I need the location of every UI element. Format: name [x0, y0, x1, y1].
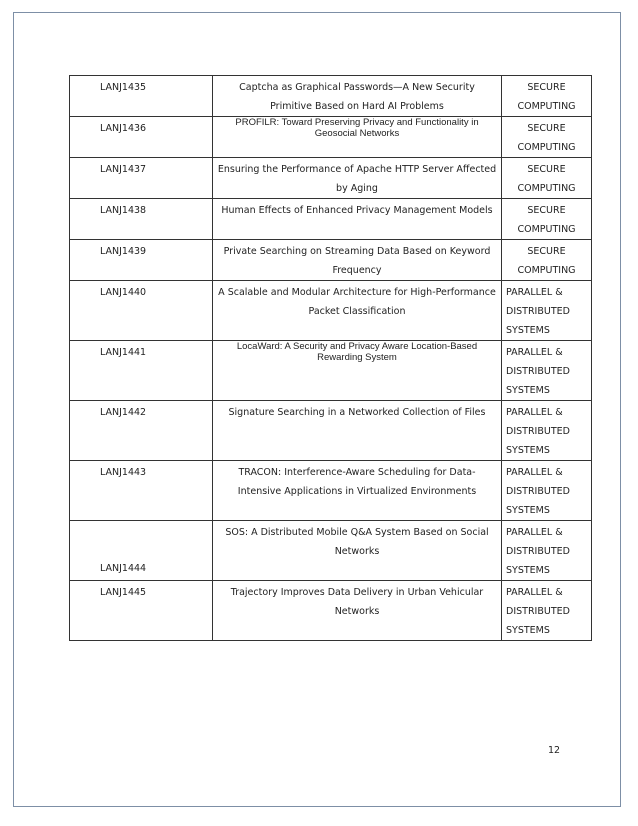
- project-title: Trajectory Improves Data Delivery in Urban Vehicular Networks: [213, 581, 502, 641]
- project-domain: SECURE COMPUTING: [502, 117, 592, 158]
- project-title: Ensuring the Performance of Apache HTTP Server Affected by Aging: [213, 158, 502, 199]
- project-code: LANJ1443: [70, 461, 213, 521]
- table-row: [70, 521, 592, 581]
- project-code: LANJ1445: [70, 581, 213, 641]
- project-domain: PARALLEL & DISTRIBUTED SYSTEMS: [502, 581, 592, 641]
- table-row: [70, 117, 592, 158]
- project-domain: SECURE COMPUTING: [502, 76, 592, 117]
- project-domain: SECURE COMPUTING: [502, 240, 592, 281]
- table-row: [70, 581, 592, 641]
- table-row: [70, 240, 592, 281]
- project-domain: PARALLEL & DISTRIBUTED SYSTEMS: [502, 521, 592, 581]
- project-code: LANJ1444: [70, 521, 213, 581]
- table-row: [70, 76, 592, 117]
- project-title: A Scalable and Modular Architecture for High-Performance Packet Classification: [213, 281, 502, 341]
- project-code: LANJ1439: [70, 240, 213, 281]
- project-title: Captcha as Graphical Passwords—A New Security Primitive Based on Hard AI Problems: [213, 76, 502, 117]
- project-domain: PARALLEL & DISTRIBUTED SYSTEMS: [502, 401, 592, 461]
- project-title: PROFILR: Toward Preserving Privacy and Functionality in Geosocial Networks: [213, 117, 502, 158]
- project-domain: SECURE COMPUTING: [502, 158, 592, 199]
- project-code: LANJ1442: [70, 401, 213, 461]
- table-row: [70, 281, 592, 341]
- project-code: LANJ1440: [70, 281, 213, 341]
- project-code: LANJ1435: [70, 76, 213, 117]
- project-domain: SECURE COMPUTING: [502, 199, 592, 240]
- project-title: TRACON: Interference-Aware Scheduling for Data-Intensive Applications in Virtualized Environments: [213, 461, 502, 521]
- project-domain: PARALLEL & DISTRIBUTED SYSTEMS: [502, 341, 592, 401]
- project-title: SOS: A Distributed Mobile Q&A System Based on Social Networks: [213, 521, 502, 581]
- project-code: LANJ1441: [70, 341, 213, 401]
- project-code: LANJ1438: [70, 199, 213, 240]
- table-row: [70, 158, 592, 199]
- table-row: [70, 401, 592, 461]
- project-code: LANJ1437: [70, 158, 213, 199]
- table-row: [70, 461, 592, 521]
- project-title: Private Searching on Streaming Data Based on Keyword Frequency: [213, 240, 502, 281]
- table-row: [70, 341, 592, 401]
- table-row: [70, 199, 592, 240]
- project-title: Human Effects of Enhanced Privacy Management Models: [213, 199, 502, 240]
- project-code: LANJ1436: [70, 117, 213, 158]
- project-title: LocaWard: A Security and Privacy Aware Location-Based Rewarding System: [213, 341, 502, 401]
- project-domain: PARALLEL & DISTRIBUTED SYSTEMS: [502, 281, 592, 341]
- page-number: 12: [548, 745, 561, 756]
- project-domain: PARALLEL & DISTRIBUTED SYSTEMS: [502, 461, 592, 521]
- project-table: [69, 75, 592, 641]
- project-title: Signature Searching in a Networked Collection of Files: [213, 401, 502, 461]
